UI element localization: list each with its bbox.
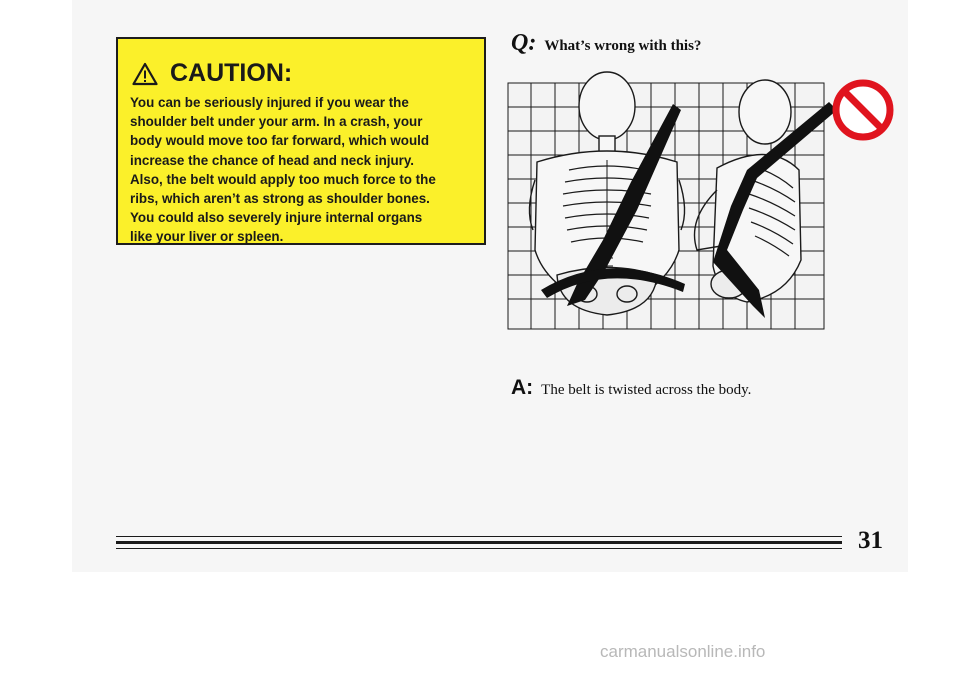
caution-line: Also, the belt would apply too much force to the (130, 171, 436, 187)
footer-rule-bottom (116, 548, 842, 549)
warning-triangle-icon (132, 62, 158, 86)
question-letter: Q: (511, 30, 537, 56)
footer-rule-thick (116, 541, 842, 544)
answer-text: The belt is twisted across the body. (541, 382, 752, 398)
caution-line: You could also severely injure internal organs (130, 210, 423, 226)
caution-heading (132, 59, 292, 88)
caution-line: like your liver or spleen. (130, 229, 284, 245)
page-number: 31 (858, 527, 883, 554)
answer (511, 376, 751, 400)
caution-line: increase the chance of head and neck injury. (130, 152, 415, 168)
twisted-belt-illustration (507, 70, 897, 332)
caution-line: shoulder belt under your arm. In a crash, your (130, 114, 423, 130)
caution-line: ribs, which aren’t as strong as shoulder bones. (130, 191, 430, 207)
question (511, 30, 701, 57)
caution-box (116, 37, 486, 245)
watermark: carmanualsonline.info (600, 642, 766, 661)
footer-rule-top (116, 536, 842, 537)
caution-line: You can be seriously injured if you wear the (130, 95, 409, 110)
caution-title: CAUTION: (170, 59, 293, 87)
answer-letter: A: (511, 376, 534, 399)
prohibition-icon (836, 83, 890, 137)
caution-body (130, 93, 480, 247)
question-text: What’s wrong with this? (544, 38, 702, 54)
caution-line: body would move too far forward, which would (130, 133, 430, 149)
